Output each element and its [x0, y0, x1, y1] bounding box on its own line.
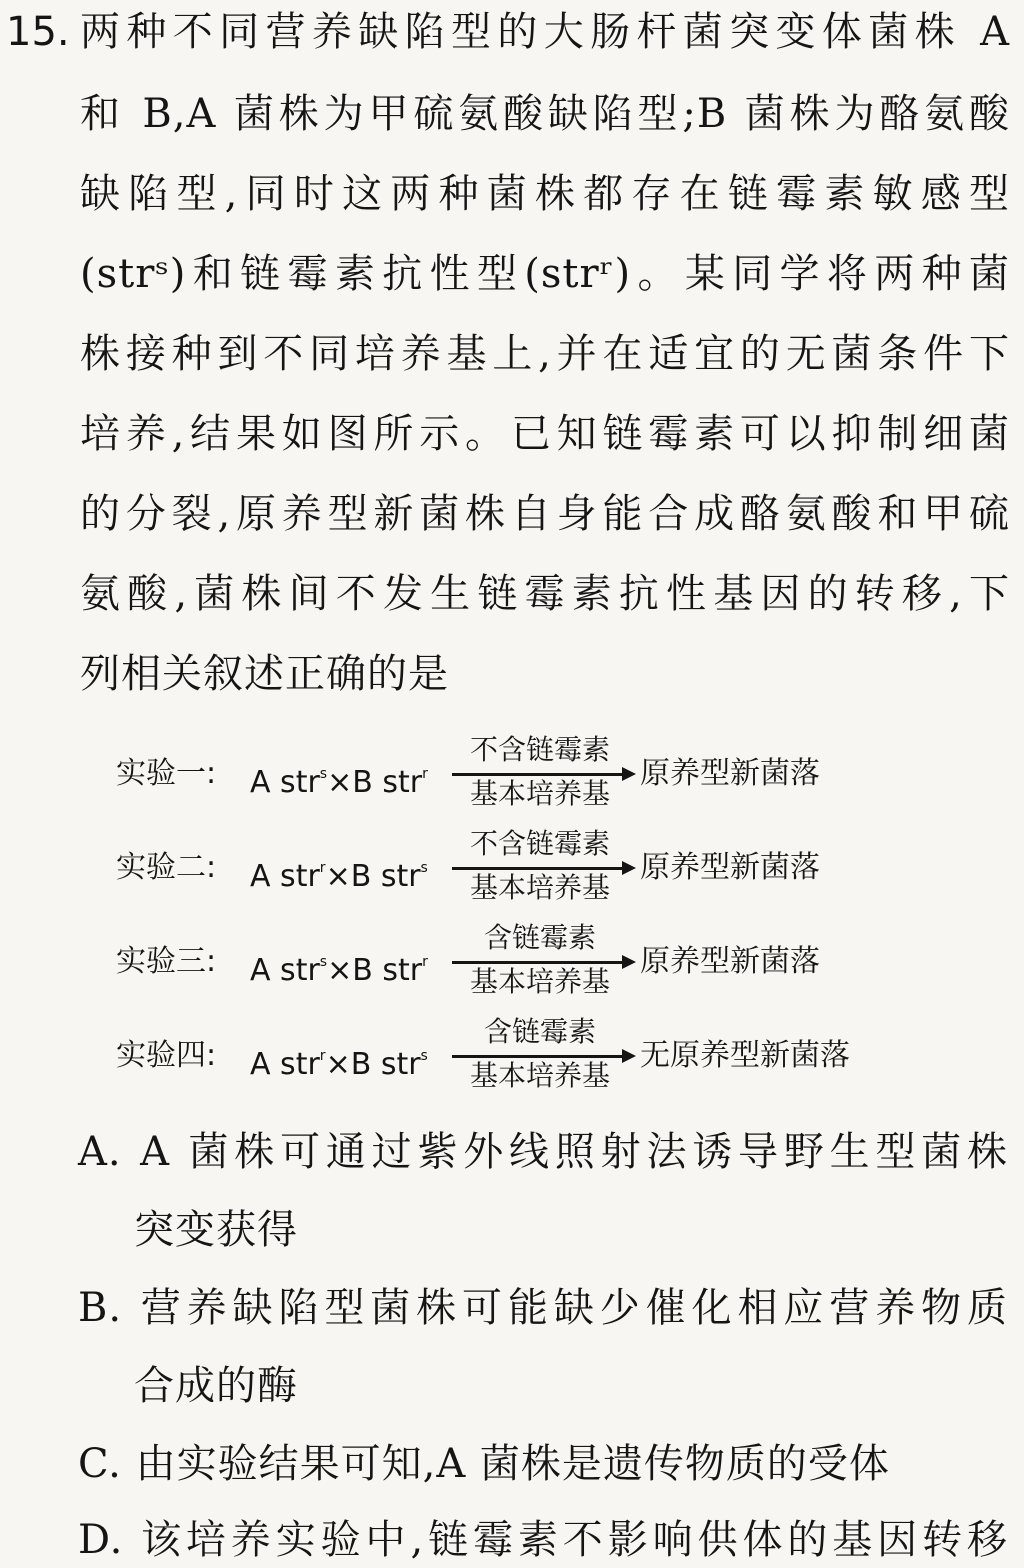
- option-a[interactable]: A. A 菌株可通过紫外线照射法诱导野生型菌株: [78, 1129, 1008, 1175]
- medium-type: 基本培养基: [469, 1059, 610, 1092]
- stem-line-2: 和 B,A 菌株为甲硫氨酸缺陷型;B 菌株为酪氨酸: [80, 91, 1010, 137]
- stem-line-4: (strˢ)和链霉素抗性型(strʳ)。某同学将两种菌: [80, 251, 1010, 297]
- stem-line-1: 两种不同营养缺陷型的大肠杆菌突变体菌株 A: [80, 9, 1010, 55]
- reaction-arrow: [452, 920, 636, 1004]
- stem-line-3: 缺陷型,同时这两种菌株都存在链霉素敏感型: [80, 171, 1010, 217]
- option-c[interactable]: C. 由实验结果可知,A 菌株是遗传物质的受体: [78, 1441, 890, 1487]
- experiment-label: 实验四:: [116, 1038, 217, 1073]
- experiment-label: 实验一:: [116, 756, 217, 791]
- experiment-result: 无原养型新菌落: [640, 1038, 850, 1073]
- experiment-label: 实验三:: [116, 944, 217, 979]
- experiment-1: [116, 732, 896, 816]
- medium-condition: 含链霉素: [483, 921, 596, 954]
- experiment-result: 原养型新菌落: [640, 944, 820, 979]
- experiment-label: 实验二:: [116, 850, 217, 885]
- option-a-continued: 突变获得: [134, 1207, 298, 1253]
- stem-line-6: 培养,结果如图所示。已知链霉素可以抑制细菌: [80, 411, 1010, 457]
- option-b[interactable]: B. 营养缺陷型菌株可能缺少催化相应营养物质: [78, 1285, 1008, 1331]
- strain-cross: A str$^s$×B str$^r$: [250, 765, 428, 800]
- experiment-4: [116, 1014, 896, 1098]
- reaction-arrow: [452, 1014, 636, 1098]
- experiment-result: 原养型新菌落: [640, 756, 820, 791]
- experiment-3: [116, 920, 896, 1004]
- experiment-2: [116, 826, 896, 910]
- stem-line-7: 的分裂,原养型新菌株自身能合成酪氨酸和甲硫: [80, 491, 1010, 537]
- stem-line-8: 氨酸,菌株间不发生链霉素抗性基因的转移,下: [80, 571, 1010, 617]
- medium-condition: 不含链霉素: [469, 827, 610, 860]
- stem-line-9: 列相关叙述正确的是: [80, 651, 449, 697]
- medium-condition: 含链霉素: [483, 1015, 596, 1048]
- strain-cross: A str$^r$×B str$^s$: [250, 1047, 428, 1082]
- reaction-arrow: [452, 826, 636, 910]
- stem-line-5: 株接种到不同培养基上,并在适宜的无菌条件下: [80, 331, 1010, 377]
- medium-condition: 不含链霉素: [469, 733, 610, 766]
- experiment-result: 原养型新菌落: [640, 850, 820, 885]
- medium-type: 基本培养基: [469, 871, 610, 904]
- strain-cross: A str$^r$×B str$^s$: [250, 859, 428, 894]
- question-number: 15.: [6, 9, 70, 55]
- medium-type: 基本培养基: [469, 777, 610, 810]
- strain-cross: A str$^s$×B str$^r$: [250, 953, 428, 988]
- option-d[interactable]: D. 该培养实验中,链霉素不影响供体的基因转移: [78, 1517, 1008, 1563]
- reaction-arrow: [452, 732, 636, 816]
- medium-type: 基本培养基: [469, 965, 610, 998]
- option-b-continued: 合成的酶: [134, 1363, 298, 1409]
